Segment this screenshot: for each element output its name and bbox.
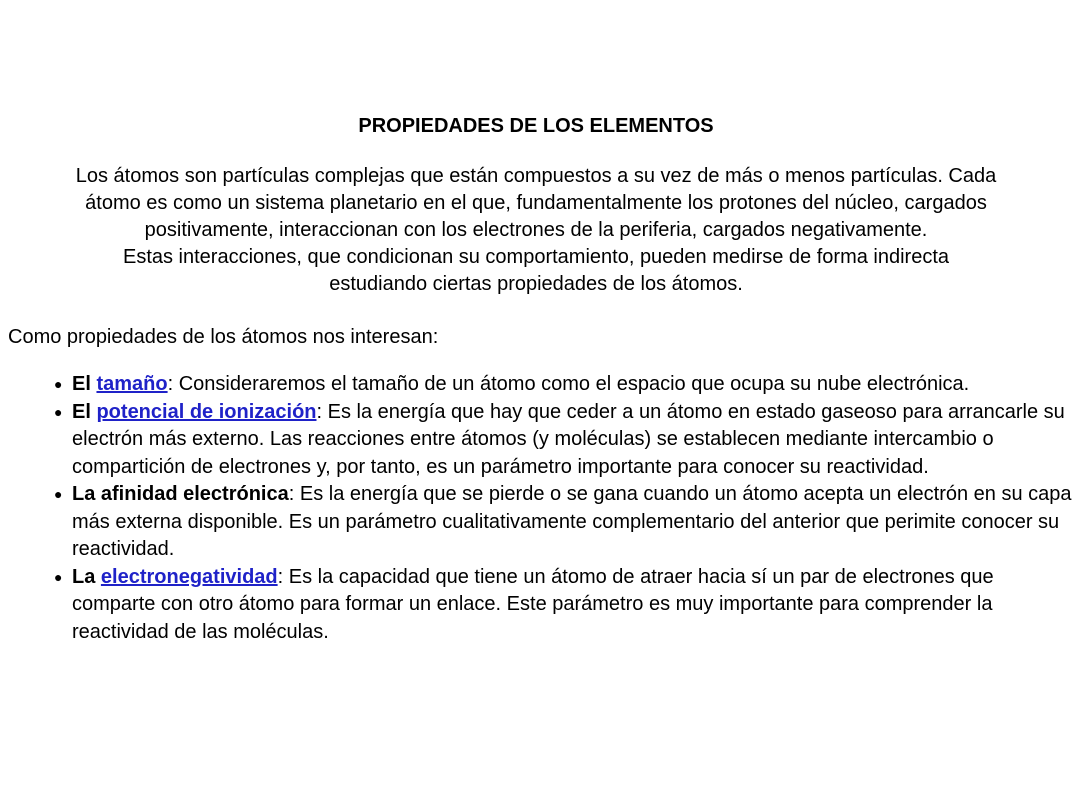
bullet-icon: ● xyxy=(54,486,63,502)
link-electronegatividad[interactable]: electronegatividad xyxy=(100,565,278,588)
bullet-icon: ● xyxy=(54,403,63,420)
item-article: El xyxy=(72,373,91,395)
item-description: : Es la energía que se pierde o se gana cuando un átomo acepta un electrón en su capa más externa disponible. Es un parámetro cualitativamente complementario del anterior que perimite conocer su reactividad. xyxy=(72,483,1072,560)
list-item-tamano xyxy=(54,371,1072,399)
item-article: La xyxy=(72,565,96,588)
item-description: : Consideraremos el tamaño de un átomo como el espacio que ocupa su nube electrónica. xyxy=(167,373,970,395)
item-description: : Es la energía que hay que ceder a un átomo en estado gaseoso para arrancarle su electrón más externo. Las reacciones entre átomos (y moléculas) se establecen mediante intercambio o compartición de electrones y, por tanto, es un parámetro importante para conocer su reactividad. xyxy=(72,400,1065,478)
item-description: : Es la capacidad que tiene un átomo de atraer hacia sí un par de electrones que comparte con otro átomo para formar un enlace. Este parámetro es muy importante para comprender la reactividad de las moléculas. xyxy=(72,565,994,643)
intro-line: Los átomos son partículas complejas que están compuestos a su vez de más o menos partículas. Cada xyxy=(75,165,997,187)
page-title: PROPIEDADES DE LOS ELEMENTOS xyxy=(358,115,714,137)
list-item-afinidad-electronica xyxy=(54,481,1072,564)
list-item-potencial-ionizacion xyxy=(54,399,1072,482)
item-term: La afinidad electrónica xyxy=(72,483,289,505)
link-tamano[interactable]: tamaño xyxy=(96,373,168,395)
list-item-electronegatividad xyxy=(54,564,1072,647)
intro-line: positivamente, interaccionan con los electrones de la periferia, cargados negativamente. xyxy=(144,219,928,241)
link-potencial-ionizacion[interactable]: potencial de ionización xyxy=(96,400,317,423)
intro-paragraph xyxy=(6,163,1066,298)
intro-line: estudiando ciertas propiedades de los átomos. xyxy=(329,273,743,295)
bullet-icon: ● xyxy=(54,568,63,585)
bullet-icon: ● xyxy=(54,376,63,392)
intro-line: Estas interacciones, que condicionan su comportamiento, pueden medirse de forma indirecta xyxy=(122,246,949,268)
intro-line: átomo es como un sistema planetario en el que, fundamentalmente los protones del núcleo, cargados xyxy=(85,192,987,214)
properties-list xyxy=(54,371,1072,646)
list-lead-text: Como propiedades de los átomos nos interesan: xyxy=(8,326,439,348)
item-article: El xyxy=(72,400,91,423)
